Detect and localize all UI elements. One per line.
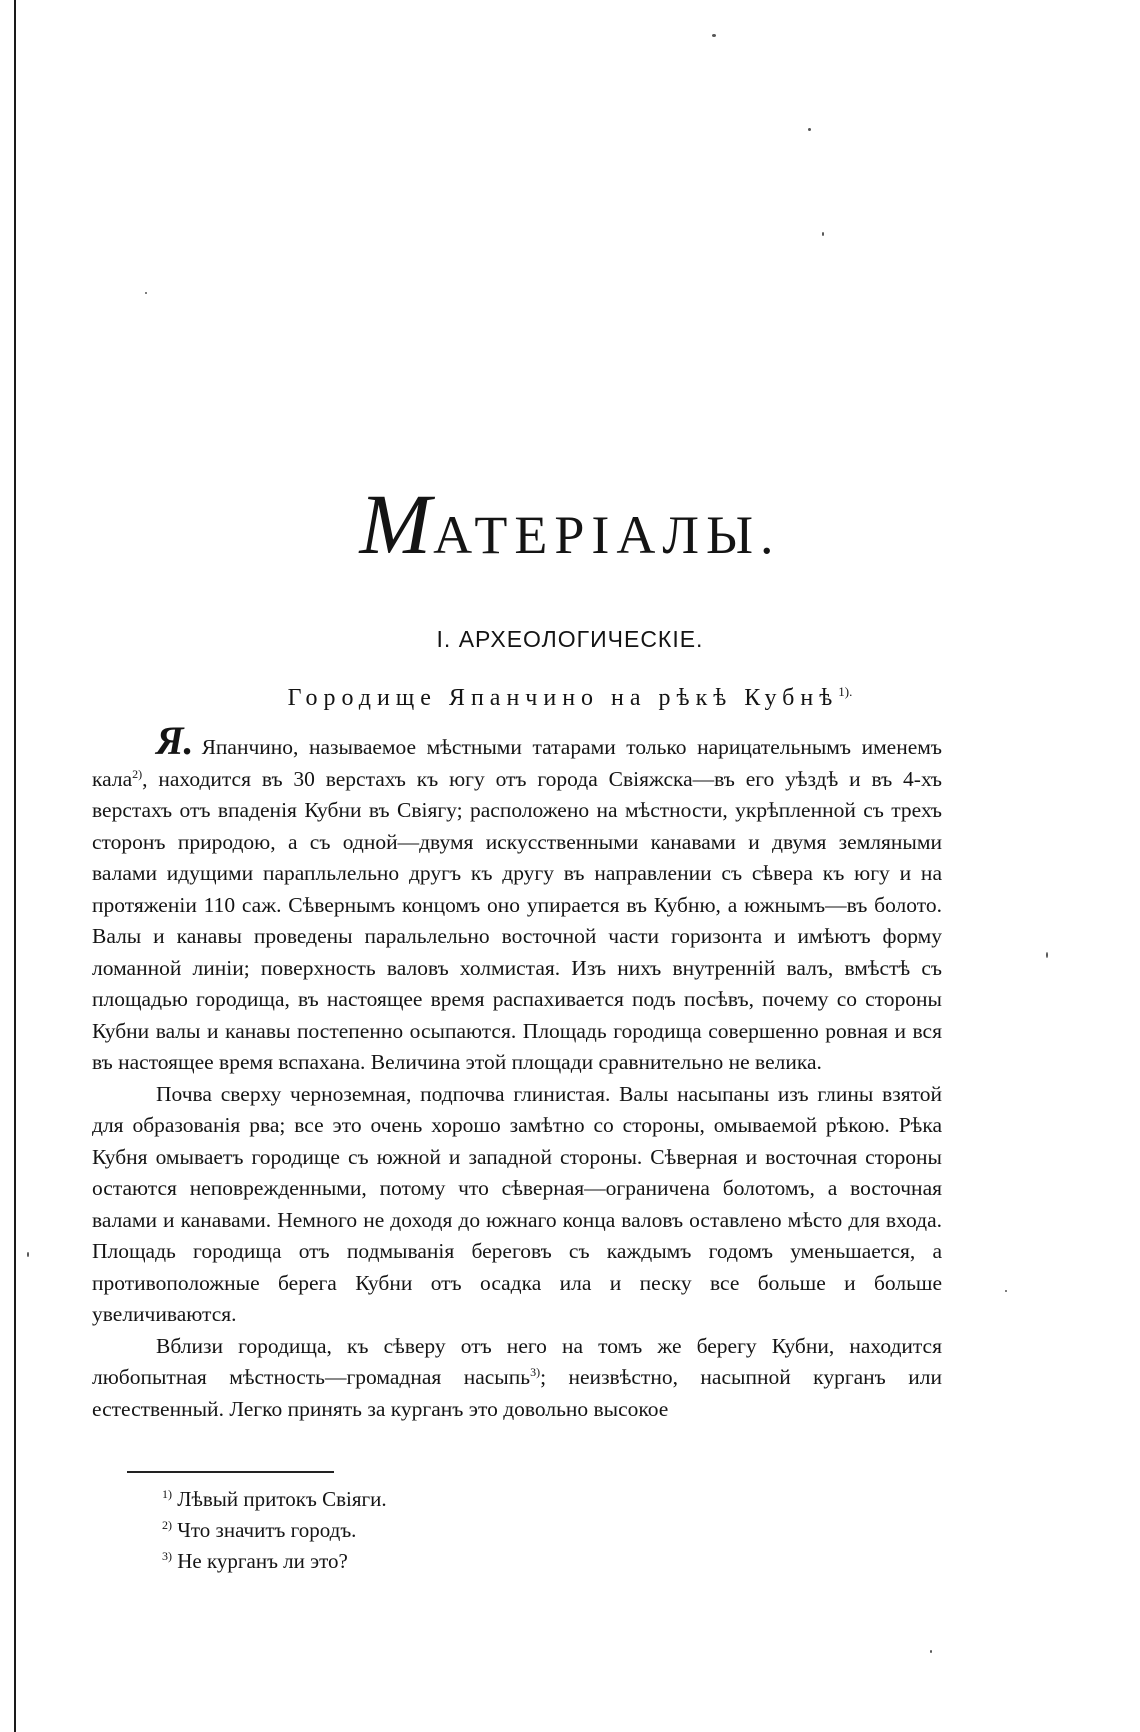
footnote-3 (162, 1543, 662, 1574)
paragraph-1-text-a: Япанчино, называемое мѣстными татарами только нарицательнымъ именемъ кала (92, 735, 942, 791)
speck (930, 1650, 932, 1653)
footnote-2 (162, 1512, 662, 1543)
speck (808, 128, 811, 131)
footnote-mark: 1) (162, 1487, 172, 1501)
page-edge-line (14, 0, 16, 1732)
footnote-1 (162, 1481, 662, 1512)
paragraph-2: Почва сверху черноземная, подпочва глинистая. Валы насыпаны изъ глины взятой для образованія рва; все это очень хорошо замѣтно со стороны, омываемой рѣкою. Рѣка Кубня омываетъ городище съ южной и западной стороны. Сѣверная и восточная стороны остаются неповрежденными, потому что сѣверная—ограничена болотомъ, а восточная валами и канавами. Немного не доходя до южнаго конца валовъ оставлено мѣсто для входа. Площадь городища отъ подмыванія береговъ съ каждымъ годомъ уменьшается, а противоположные берега Кубни отъ осадка ила и песку все больше и больше увеличиваются. (92, 1081, 942, 1326)
footnotes (162, 1481, 662, 1574)
paragraph-3-text-b: ; неизвѣстно, насыпной курганъ или естественный. Легко принять за курганъ это довольно высокое (92, 1365, 942, 1421)
subheading-text: Городище Япанчино на рѣкѣ Кубнѣ (287, 685, 839, 711)
footnote-mark: 2) (162, 1518, 172, 1532)
speck (822, 232, 824, 236)
speck (1046, 952, 1048, 958)
footnote-divider (127, 1471, 334, 1473)
footnote-mark: 3) (162, 1549, 172, 1563)
footnote-text: Не курганъ ли это? (177, 1549, 348, 1573)
speck (145, 292, 147, 294)
drop-cap: Я. (156, 718, 194, 763)
footnote-text: Что значитъ городъ. (177, 1518, 357, 1542)
title-initial: М (359, 476, 434, 572)
paragraph-3-text-a: Вблизи городища, къ сѣверу отъ него на томъ же берегу Кубни, находится любопытная мѣстность—громадная насыпь (92, 1333, 942, 1389)
title-rest: АТЕРІАЛЫ. (433, 505, 781, 565)
footnote-ref-2: 2) (132, 766, 143, 781)
page-title (0, 476, 1140, 572)
speck (1005, 1290, 1007, 1292)
footnote-text: Лѣвый притокъ Свіяги. (177, 1487, 387, 1511)
footnote-ref-3: 3) (530, 1364, 541, 1379)
speck (712, 34, 716, 37)
subheading-footnote-ref: 1). (838, 684, 853, 699)
paragraph-1-text-b: , находится въ 30 верстахъ къ югу отъ города Свіяжска—въ его уѣздѣ и въ 4-хъ верстахъ отъ впаденія Кубни въ Свіягу; расположено на мѣстности, укрѣпленной съ трехъ сторонъ природою, а съ одной—двумя искусственными канавами и двумя земляными валами идущими парапльлельно другъ къ другу въ направлении съ сѣвера къ югу и на протяженіи 110 саж. Сѣвернымъ концомъ оно упирается въ Кубню, а южнымъ—въ болото. Валы и канавы проведены паральлельно восточной части горизонта и имѣютъ форму ломанной линіи; поверхность валовъ холмистая. Изъ нихъ внутренній валъ, вмѣстѣ съ площадью городища, въ настоящее время распахивается подъ посѣвъ, почему со стороны Кубни валы и канавы постепенно осыпаются. Площадь городища совершенно ровная и вся въ настоящее время вспахана. Величина этой площади сравнительно не велика. (92, 766, 942, 1074)
article-body (92, 718, 942, 1425)
paragraph-1 (92, 718, 942, 1079)
paragraph-3 (92, 1331, 942, 1426)
article-subheading (0, 676, 1140, 714)
speck (27, 1252, 29, 1257)
section-heading: I. АРХЕОЛОГИЧЕСКІЕ. (436, 626, 704, 652)
